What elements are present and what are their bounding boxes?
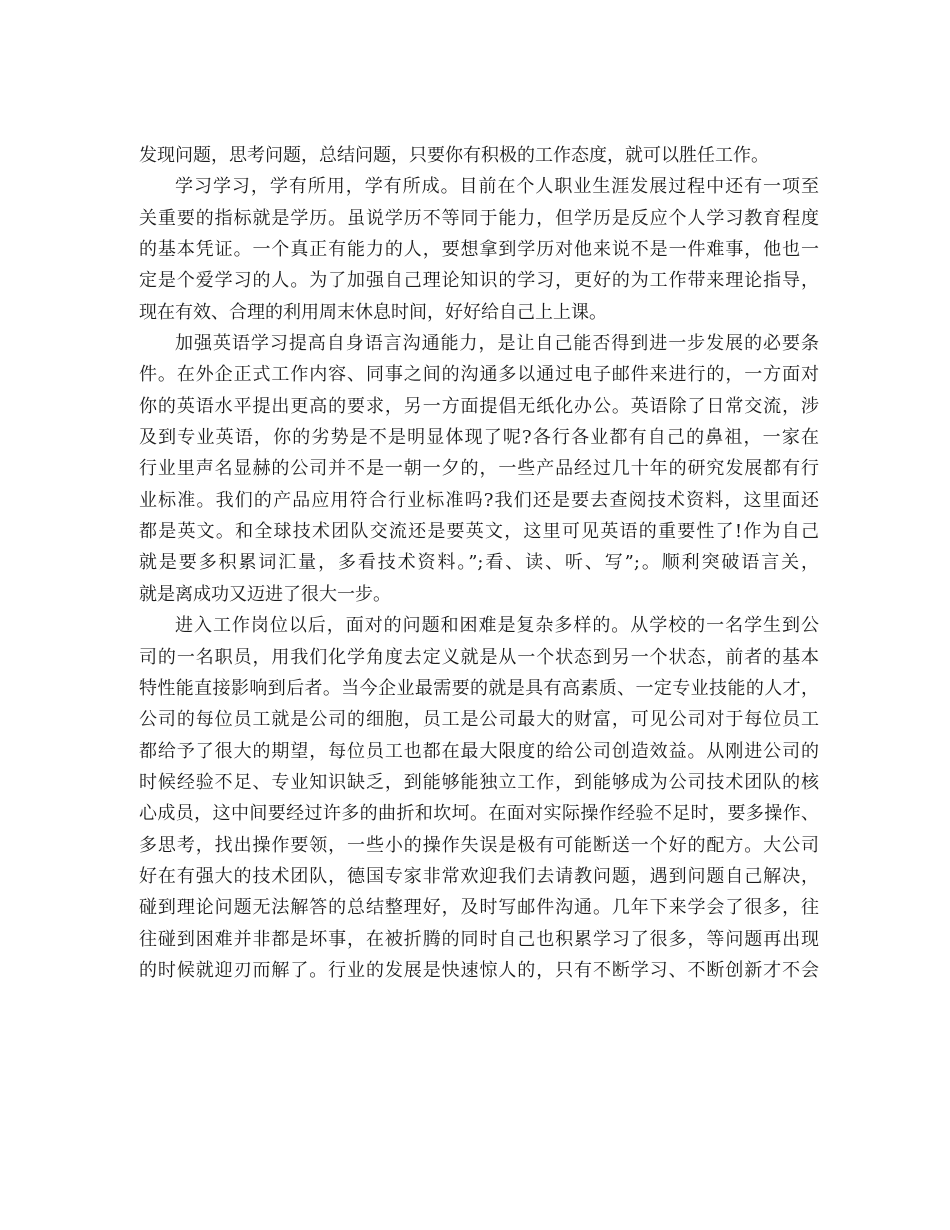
text-line: 就是要多积累词汇量，多看技术资料。”;看、读、听、写”;。顺利突破语言关， <box>139 552 819 574</box>
text-line: 往碰到困难并非都是坏事，在被折腾的同时自己也积累学习了很多，等问题再出现 <box>139 928 819 950</box>
text-line: 关重要的指标就是学历。虽说学历不等同于能力，但学历是反应个人学习教育程度 <box>139 207 819 229</box>
text-line: 碰到理论问题无法解答的总结整理好，及时写邮件沟通。几年下来学会了很多，往 <box>139 897 819 919</box>
text-line: 件。在外企正式工作内容、同事之间的沟通多以通过电子邮件来进行的，一方面对 <box>139 364 819 386</box>
text-line: 及到专业英语，你的劣势是不是明显体现了呢?各行各业都有自己的鼻祖，一家在 <box>139 427 819 449</box>
text-line: 心成员，这中间要经过许多的曲折和坎坷。在面对实际操作经验不足时，要多操作、 <box>139 803 819 825</box>
text-line: 公司的每位员工就是公司的细胞，员工是公司最大的财富，可见公司对于每位员工 <box>139 709 819 731</box>
text-line: 特性能直接影响到后者。当今企业最需要的就是具有高素质、一定专业技能的人才， <box>139 677 819 699</box>
text-line: 学习学习，学有所用，学有所成。目前在个人职业生涯发展过程中还有一项至 <box>175 176 819 198</box>
document-body <box>139 140 819 986</box>
text-line: 你的英语水平提出更高的要求，另一方面提倡无纸化办公。英语除了日常交流，涉 <box>139 395 819 417</box>
text-line: 好在有强大的技术团队，德国专家非常欢迎我们去请教问题，遇到问题自己解决， <box>139 865 819 887</box>
text-line: 定是个爱学习的人。为了加强自己理论知识的学习，更好的为工作带来理论指导， <box>139 270 819 292</box>
text-line: 发现问题，思考问题，总结问题，只要你有积极的工作态度，就可以胜任工作。 <box>139 145 769 166</box>
text-line: 的基本凭证。一个真正有能力的人，要想拿到学历对他来说不是一件难事，他也一 <box>139 239 819 261</box>
text-line: 都是英文。和全球技术团队交流还是要英文，这里可见英语的重要性了!作为自己 <box>139 521 819 543</box>
text-line: 加强英语学习提高自身语言沟通能力，是让自己能否得到进一步发展的必要条 <box>175 333 819 355</box>
text-line: 现在有效、合理的利用周末休息时间，好好给自己上上课。 <box>139 301 607 323</box>
text-line: 多思考，找出操作要领，一些小的操作失误是极有可能断送一个好的配方。大公司 <box>139 834 819 856</box>
text-line: 司的一名职员，用我们化学角度去定义就是从一个状态到另一个状态，前者的基本 <box>139 646 819 668</box>
text-line: 行业里声名显赫的公司并不是一朝一夕的，一些产品经过几十年的研究发展都有行 <box>139 458 819 480</box>
text-line: 都给予了很大的期望，每位员工也都在最大限度的给公司创造效益。从刚进公司的 <box>139 740 819 762</box>
text-line: 的时候就迎刃而解了。行业的发展是快速惊人的，只有不断学习、不断创新才不会 <box>139 959 819 981</box>
text-line: 业标准。我们的产品应用符合行业标准吗?我们还是要去查阅技术资料，这里面还 <box>139 489 819 511</box>
text-line: 时候经验不足、专业知识缺乏，到能够能独立工作，到能够成为公司技术团队的核 <box>139 771 819 793</box>
text-line: 进入工作岗位以后，面对的问题和困难是复杂多样的。从学校的一名学生到公 <box>175 615 819 637</box>
text-line: 就是离成功又迈进了很大一步。 <box>139 583 391 605</box>
